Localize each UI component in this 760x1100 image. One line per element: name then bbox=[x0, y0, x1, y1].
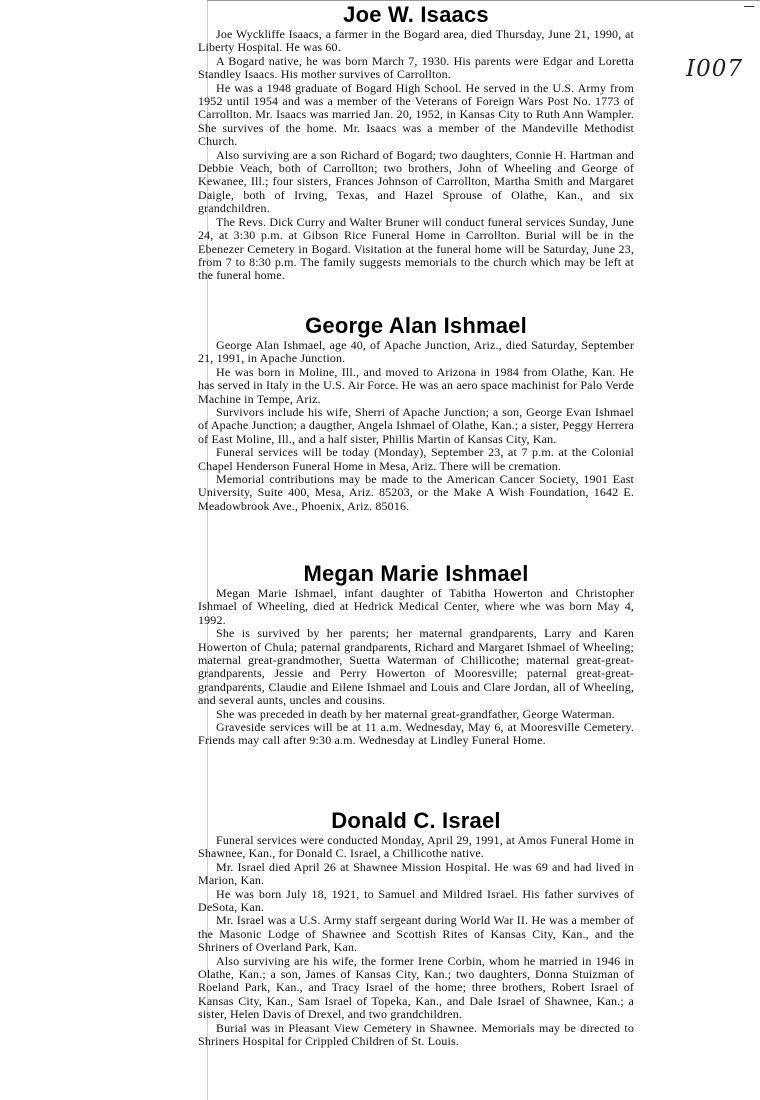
obituary-paragraph: Joe Wyckliffe Isaacs, a farmer in the Bogard area, died Thursday, June 21, 1990, at Liberty Hospital. He was 60. bbox=[198, 27, 634, 55]
obituary-joe-isaacs bbox=[198, 2, 634, 283]
obituary-paragraph: She was preceded in death by her maternal great-grandfather, George Waterman. bbox=[216, 706, 615, 721]
obituary-paragraph: He was a 1948 graduate of Bogard High School. He served in the U.S. Army from 1952 until 1954 and was a member of the Veterans of Foreign Wars Post No. 1773 of Carrollton. Mr. Isaacs was married Jan. 20, 1952, in Kansas City to Ruth Ann Wampler. She survives of the home. Mr. Isaacs was a member of the Mandeville Methodist Church. bbox=[198, 80, 634, 149]
obituary-paragraph: Megan Marie Ishmael, infant daughter of Tabitha Howerton and Christopher Ishmael of Wheeling, died at Hedrick Medical Center, where whe was born May 4, 1992. bbox=[198, 586, 634, 627]
handwritten-margin-note: I007 bbox=[686, 56, 743, 82]
obituary-body bbox=[198, 28, 634, 283]
corner-mark bbox=[744, 6, 754, 7]
obituary-paragraph: She is survived by her parents; her maternal grandparents, Larry and Karen Howerton of Chula; paternal grandparents, Richard and Margaret Ishmael of Wheeling; maternal great-grandmother, Suetta Waterman of Chillicothe; maternal great-great-grandparents, Jessie and Perry Howerton of Mooresville; paternal great-great-grandparents, Claudie and Eilene Ishmael and Louis and Clare Jordan, all of Wheeling, and several aunts, uncles and cousins. bbox=[198, 626, 634, 708]
obituary-paragraph: Mr. Israel died April 26 at Shawnee Mission Hospital. He was 69 and had lived in Marion, Kan. bbox=[198, 859, 634, 888]
obituary-paragraph: He was born in Moline, Ill., and moved to Arizona in 1984 from Olathe, Kan. He has served in Italy in the U.S. Air Force. He was an aero space machinist for Palo Verde Machine in Tempe, Ariz. bbox=[198, 364, 634, 406]
obituary-paragraph: He was born July 18, 1921, to Samuel and Mildred Israel. His father survives of DeSota, Kan. bbox=[198, 886, 634, 915]
obituary-paragraph: Memorial contributions may be made to the American Cancer Society, 1901 East University, Suite 400, Mesa, Ariz. 85203, or the Make A Wish Foundation, 1642 E. Meadowbrook Ave., Phoenix, Ariz. 85016. bbox=[198, 472, 634, 513]
obituary-paragraph: Burial was in Pleasant View Cemetery in Shawnee. Memorials may be directed to Shriners Hospital for Crippled Children of St. Louis. bbox=[198, 1020, 634, 1049]
obituary-heading: Joe W. Isaacs bbox=[343, 2, 489, 27]
obituary-paragraph: Graveside services will be at 11 a.m. Wednesday, May 6, at Mooresville Cemetery. Friends may call after 9:30 a.m. Wednesday at Lindley Funeral Home. bbox=[198, 720, 634, 748]
obituary-heading: George Alan Ishmael bbox=[305, 313, 527, 338]
obituary-heading: Megan Marie Ishmael bbox=[303, 561, 529, 586]
obituary-paragraph: Also surviving are his wife, the former Irene Corbin, whom he married in 1946 in Olathe, Kan.; a son, James of Kansas City, Kan.; two daughters, Donna Stuizman of Roeland Park, Kan., and Tracy Israel of the home; three brothers, Robert Israel of Kansas City, Kan., Sam Israel of Topeka, Kan., and Dale Israel of Shawnee, Kan.; a sister, Helen Davis of Drexel, and two grandchildren. bbox=[198, 953, 634, 1022]
obituary-paragraph: Survivors include his wife, Sherri of Apache Junction; a son, George Evan Ishmael of Apache Junction; a daugther, Angela Ishmael of Olathe, Kan.; a sister, Peggy Herrera of East Moline, Ill., and a half sister, Phillis Martin of Kansas City, Kan. bbox=[198, 405, 634, 446]
top-rule bbox=[207, 0, 760, 1]
obituary-paragraph: Funeral services will be today (Monday), September 23, at 7 p.m. at the Colonial Chapel Henderson Funeral Home in Mesa, Ariz. There will be cremation. bbox=[198, 445, 634, 473]
obituary-heading: Donald C. Israel bbox=[331, 808, 501, 833]
obituary-paragraph: Mr. Israel was a U.S. Army staff sergeant during World War II. He was a member of the Masonic Lodge of Shawnee and Scottish Rites of Kansas City, Kan., and the Shriners of Overland Park, Kan. bbox=[198, 913, 634, 955]
obituary-paragraph: Also surviving are a son Richard of Bogard; two daughters, Connie H. Hartman and Debbie Veach, both of Carrollton; two brothers, John of Wheeling and George of Kewanee, Ill.; four sisters, Frances Johnson of Carrollton, Martha Smith and Margaret Daigle, both of Irving, Texas, and Hazel Sprouse of Olathe, Kan., and six grandchildren. bbox=[198, 147, 634, 216]
obituary-paragraph: Funeral services were conducted Monday, April 29, 1991, at Amos Funeral Home in Shawnee, Kan., for Donald C. Israel, a Chillicothe native. bbox=[198, 833, 634, 861]
obituary-megan-ishmael bbox=[198, 561, 634, 748]
obituary-george-ishmael bbox=[198, 313, 634, 513]
obituary-body bbox=[198, 587, 634, 748]
obituary-donald-israel bbox=[198, 808, 634, 1049]
obituary-paragraph: The Revs. Dick Curry and Walter Bruner will conduct funeral services Sunday, June 24, at 3:30 p.m. at Gibson Rice Funeral Home in Carrollton. Burial will be in the Ebenezer Cemetery in Bogard. Visitation at the funeral home will be Saturday, June 23, from 7 to 8:30 p.m. The family suggests memorials to the church which may be left at the funeral home. bbox=[198, 214, 634, 283]
obituary-paragraph: George Alan Ishmael, age 40, of Apache Junction, Ariz., died Saturday, September 21, 1991, in Apache Junction. bbox=[198, 338, 634, 366]
obituary-body bbox=[198, 834, 634, 1049]
obituary-body bbox=[198, 339, 634, 513]
obituary-paragraph: A Bogard native, he was born March 7, 1930. His parents were Edgar and Loretta Standley Isaacs. His mother survives of Carrollton. bbox=[198, 53, 634, 82]
